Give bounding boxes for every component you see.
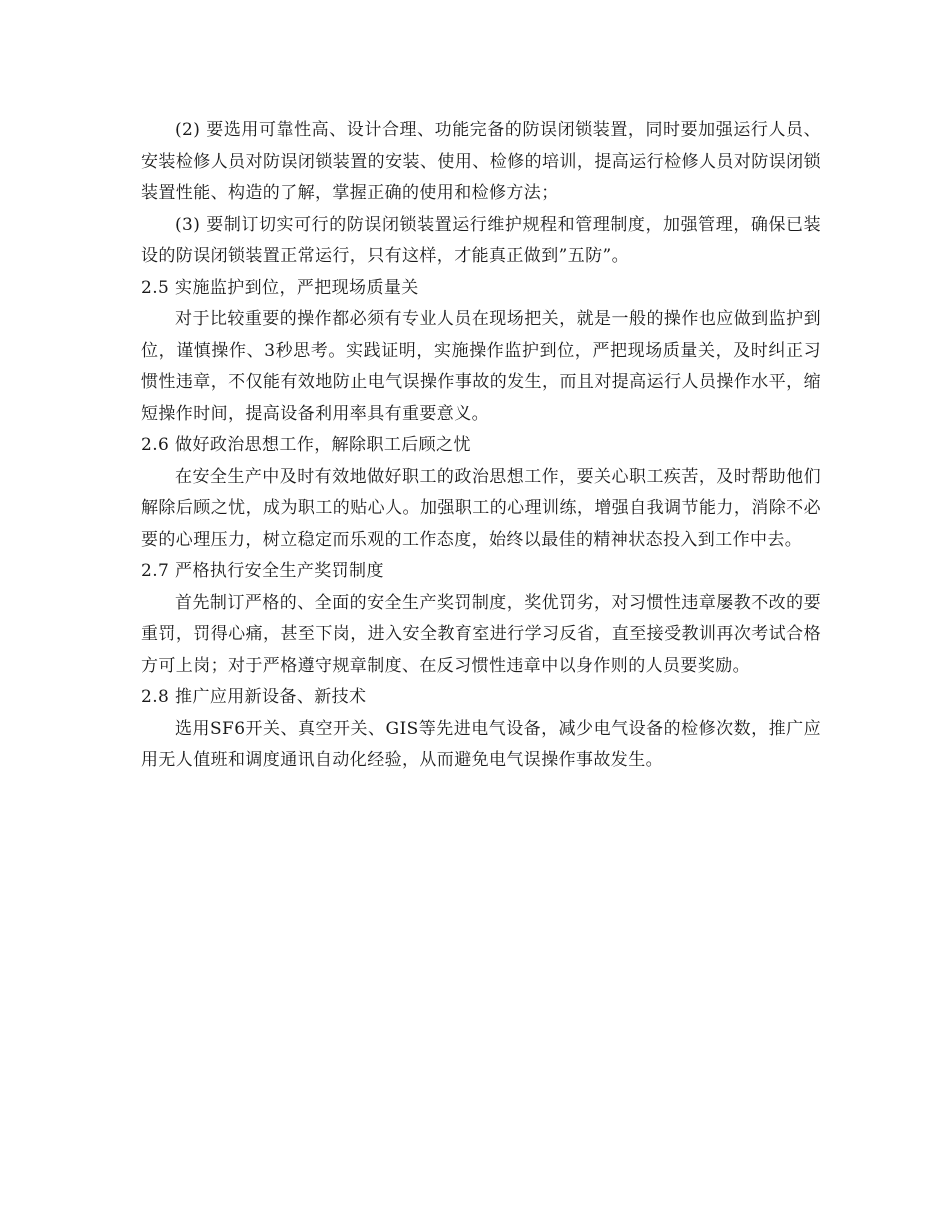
paragraph-item-3: (3) 要制订切实可行的防误闭锁装置运行维护规程和管理制度，加强管理，确保已装设的防误闭锁装置正常运行，只有这样，才能真正做到”五防”。 — [141, 214, 821, 266]
paragraph-item-2: (2) 要选用可靠性高、设计合理、功能完备的防误闭锁装置，同时要加强运行人员、安装检修人员对防误闭锁装置的安装、使用、检修的培训，提高运行检修人员对防误闭锁装置性能、构造的了解，掌握正确的使用和检修方法； — [141, 120, 821, 203]
paragraph-2-7: 首先制订严格的、全面的安全生产奖罚制度，奖优罚劣，对习惯性违章屡教不改的要重罚，罚得心痛，甚至下岗，进入安全教育室进行学习反省，直至接受教训再次考试合格方可上岗；对于严格遵守规章制度、在反习惯性违章中以身作则的人员要奖励。 — [141, 592, 821, 676]
section-heading-2-5: 2.5 实施监护到位，严把现场质量关 — [141, 277, 419, 298]
paragraph-2-5: 对于比较重要的操作都必须有专业人员在现场把关，就是一般的操作也应做到监护到位，谨慎操作、3秒思考。实践证明，实施操作监护到位，严把现场质量关，及时纠正习惯性违章，不仅能有效地防止电气误操作事故的发生，而且对提高运行人员操作水平，缩短操作时间，提高设备利用率具有重要意义。 — [141, 309, 821, 424]
section-heading-2-7: 2.7 严格执行安全生产奖罚制度 — [141, 561, 384, 581]
section-heading-2-8: 2.8 推广应用新设备、新技术 — [141, 687, 367, 707]
section-heading-2-6: 2.6 做好政治思想工作，解除职工后顾之忧 — [141, 435, 471, 455]
paragraph-2-8: 选用SF6开关、真空开关、GIS等先进电气设备，减少电气设备的检修次数，推广应用无人值班和调度通讯自动化经验，从而避免电气误操作事故发生。 — [141, 718, 821, 770]
paragraph-2-6: 在安全生产中及时有效地做好职工的政治思想工作，要关心职工疾苦，及时帮助他们解除后顾之忧，成为职工的贴心人。加强职工的心理训练，增强自我调节能力，消除不必要的心理压力，树立稳定而乐观的工作态度，始终以最佳的精神状态投入到工作中去。 — [141, 466, 821, 550]
document-page — [141, 115, 821, 777]
